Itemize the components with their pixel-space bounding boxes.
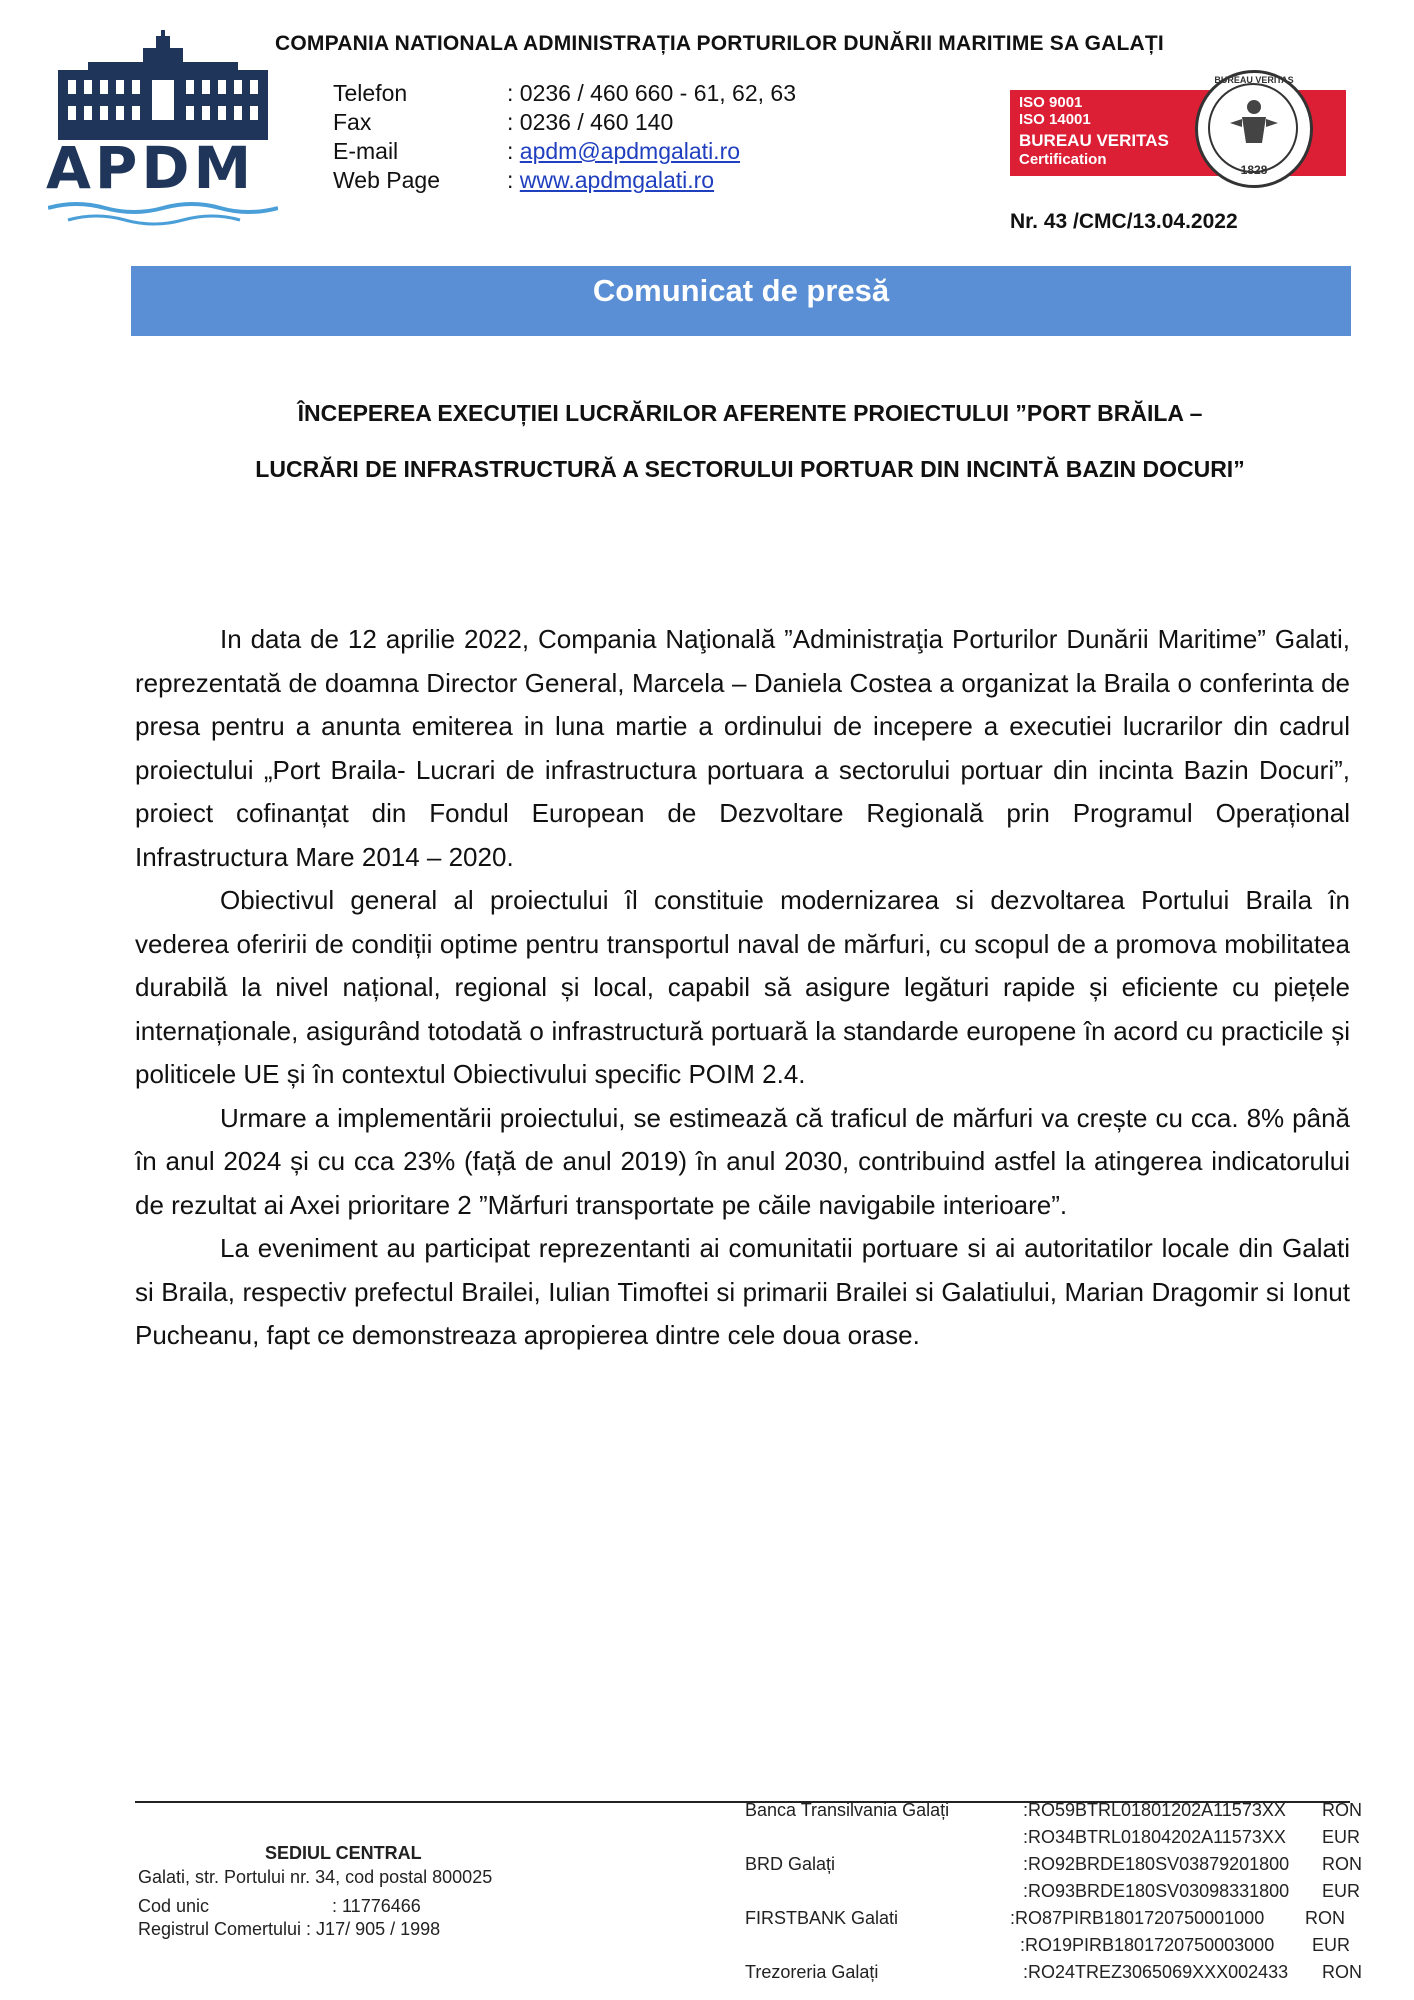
seal-text: BUREAU VERITAS: [1214, 75, 1294, 85]
paragraph-3: Urmare a implementării proiectului, se estimează că traficul de mărfuri va crește cu cca. 8% până în anul 2024 și cu cca 23% (față de anul 2019) în anul 2030, contribuind astfel la atingerea indicatorului de rezultat ai Axei prioritare 2 ”Mărfuri transportate pe căile navigabile interioare”.: [135, 1102, 1350, 1220]
waves-icon: [48, 200, 278, 230]
bank-iban: :RO93BRDE180SV03098331800: [1023, 1881, 1290, 1901]
title-line-1: ÎNCEPEREA EXECUȚIEI LUCRĂRILOR AFERENTE PROIECTULUI ”PORT BRĂILA –: [297, 400, 1203, 426]
seal-year: 1828: [1240, 163, 1268, 177]
contact-web: Web Page : www.apdmgalati.ro: [333, 167, 715, 193]
bank-currency: EUR: [1322, 1881, 1361, 1901]
cod-unic-label: Cod unic: [138, 1896, 210, 1916]
bank-currency: RON: [1322, 1962, 1362, 1982]
paragraph-4: La eveniment au participat reprezentanti ai comunitatii portuare si ai autoritatilor locale din Galati si Braila, respectiv prefectul Brailei, Iulian Timoftei si primarii Brailei si Galatiului, Marian Dragomir si Ionut Pucheanu, fapt ce demonstreaza apropierea dintre cele doua orase.: [135, 1233, 1350, 1350]
bank-iban: :RO24TREZ3065069XXX002433: [1023, 1962, 1289, 1982]
website-link[interactable]: www.apdmgalati.ro: [519, 167, 715, 193]
document-number: Nr. 43 /CMC/13.04.2022: [1010, 210, 1238, 233]
body-text: [135, 618, 1350, 1358]
bank-currency: RON: [1305, 1908, 1345, 1928]
paragraph-2: Obiectivul general al proiectului îl constituie modernizarea si dezvoltarea Portului Braila în vederea oferirii de condiții optime pentru transportul naval de mărfuri, cu scopul de a promova mobilitatea durabilă la nivel național, regional și local, capabil să asigure legături rapide și eficiente cu piețele internaționale, asigurând totodată o infrastructură portuară la standarde europene în acord cu practicile și politicele UE și în contextul Obiectivului specific POIM 2.4.: [135, 885, 1350, 1089]
cert-company: BUREAU VERITAS: [1019, 131, 1169, 150]
contact-fax: [333, 109, 673, 136]
cod-unic-value: : 11776466: [332, 1896, 421, 1916]
title-line-2: LUCRĂRI DE INFRASTRUCTURĂ A SECTORULUI PORTUAR DIN INCINTĂ BAZIN DOCURI”: [255, 456, 1245, 482]
bank-name: Banca Transilvania Galați: [745, 1800, 950, 1820]
contact-value: : 0236 / 460 660 - 61, 62, 63: [507, 80, 797, 106]
paragraph-1: In data de 12 aprilie 2022, Compania Naţională ”Administraţia Porturilor Dunării Maritime” Galati, reprezentată de doamna Director General, Marcela – Daniela Costea a organizat la Braila o conferinta de presa pentru a anunta emiterea in luna martie a ordinului de incepere a executiei lucrarilor din cadrul proiectului „Port Braila- Lucrari de infrastructura portuara a sectorului portuar din incinta Bazin Docuri”, proiect cofinanțat din Fondul European de Dezvoltare Regională prin Programul Operațional Infrastructura Mare 2014 – 2020.: [135, 624, 1350, 872]
certification-badge: [1010, 75, 1346, 177]
logo-text: APDM: [46, 134, 256, 202]
bank-currency: RON: [1322, 1854, 1362, 1874]
hq-address: Galati, str. Portului nr. 34, cod postal 800025: [138, 1867, 493, 1887]
hq-title: SEDIUL CENTRAL: [265, 1843, 422, 1863]
apdm-logo: [40, 30, 280, 210]
bank-iban: :RO87PIRB1801720750001000: [1010, 1908, 1265, 1928]
seal-figure-icon: [1224, 97, 1284, 153]
bank-iban: :RO19PIRB1801720750003000: [1020, 1935, 1275, 1955]
cert-iso9001: ISO 9001: [1019, 94, 1083, 111]
bank-currency: RON: [1322, 1800, 1362, 1820]
contact-phone: [333, 80, 796, 107]
cert-iso14001: ISO 14001: [1019, 111, 1091, 128]
contact-label: Fax: [333, 109, 372, 135]
company-name: COMPANIA NATIONALA ADMINISTRAȚIA PORTURILOR DUNĂRII MARITIME SA GALAȚI: [275, 32, 1164, 55]
email-link[interactable]: apdm@apdmgalati.ro: [519, 138, 741, 164]
bureau-veritas-seal: [1195, 70, 1313, 188]
trade-registry: Registrul Comertului : J17/ 905 / 1998: [138, 1919, 441, 1939]
cert-label: Certification: [1019, 151, 1107, 168]
bank-currency: EUR: [1312, 1935, 1351, 1955]
bank-currency: EUR: [1322, 1827, 1361, 1847]
bank-iban: :RO59BTRL01801202A11573XX: [1023, 1800, 1286, 1820]
bank-name: Trezoreria Galați: [745, 1962, 879, 1982]
contact-label: E-mail: [333, 138, 399, 164]
bank-name: BRD Galați: [745, 1854, 836, 1874]
contact-label: Telefon: [333, 80, 408, 106]
bank-iban: :RO34BTRL01804202A11573XX: [1023, 1827, 1286, 1847]
contact-email: E-mail : apdm@apdmgalati.ro: [333, 138, 741, 164]
building-icon: [48, 30, 278, 140]
bank-name: FIRSTBANK Galati: [745, 1908, 899, 1928]
contact-label: Web Page: [333, 167, 440, 193]
press-release-banner: Comunicat de presă: [131, 266, 1351, 336]
contact-value: : 0236 / 460 140: [507, 109, 674, 135]
bank-iban: :RO92BRDE180SV03879201800: [1023, 1854, 1290, 1874]
